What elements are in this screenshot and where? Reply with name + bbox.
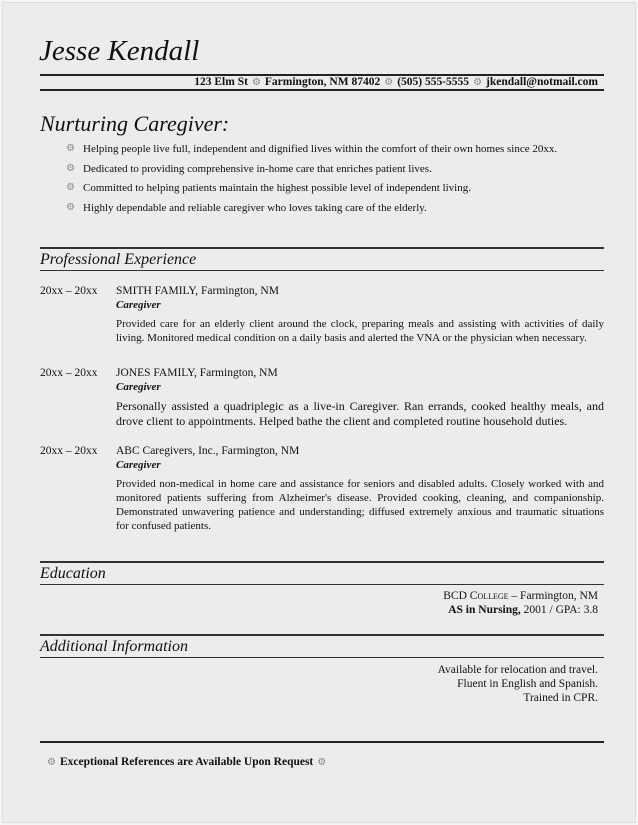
gear-icon: ⚙ <box>66 143 75 154</box>
education-details: BCD College – Farmington, NM AS in Nursing, 2001 / GPA: 3.8 <box>443 590 598 616</box>
city: Farmington, NM 87402 <box>264 76 381 88</box>
job-employer: SMITH FAMILY, Farmington, NM <box>116 285 279 297</box>
phone: (505) 555-5555 <box>397 76 470 88</box>
job-dates: 20xx – 20xx <box>40 285 98 297</box>
job-description: Provided care for an elderly client around the clock, preparing meals and assisting with activities of daily living. Monitored medical condition on a daily basis and alerted the VNA or the physician when necessary. <box>116 318 604 344</box>
section-rule <box>40 561 604 563</box>
list-item: ⚙ Highly dependable and reliable caregiver who loves taking care of the elderly. <box>66 202 557 222</box>
job-title: Caregiver <box>116 459 161 471</box>
resume-page <box>2 2 636 823</box>
candidate-name: Jesse Kendall <box>39 35 200 67</box>
contact-line <box>194 76 598 88</box>
list-item: Trained in CPR. <box>523 692 598 704</box>
gear-icon: ⚙ <box>251 77 261 88</box>
experience-heading: Professional Experience <box>40 251 197 268</box>
objective-list <box>66 143 557 221</box>
objective-title: Nurturing Caregiver: <box>40 111 230 136</box>
gear-icon: ⚙ <box>47 757 56 768</box>
education-heading: Education <box>40 565 106 582</box>
section-rule <box>40 657 604 658</box>
gear-icon: ⚙ <box>66 162 75 174</box>
job-description: Provided non-medical in home care and assistance for seniors and disabled adults. Closely worked with and monitored patients suffering from Alzheimer's disease. Provided cooking, cleaning, and companionship. Demonstrated unwavering patience and understanding; diffused extremely anxious and traumatic situations for confused patients. <box>116 478 604 532</box>
school-name: BCD College <box>443 590 509 602</box>
job-dates: 20xx – 20xx <box>40 367 98 379</box>
job-description: Personally assisted a quadriplegic as a live-in Caregiver. Ran errands, cooked healthy meals, and drove client to appointments. Helped bathe the client and completed routine household duties. <box>116 399 604 428</box>
additional-heading: Additional Information <box>40 638 188 655</box>
email[interactable]: jkendall@notmail.com <box>486 76 598 88</box>
footer-rule <box>40 741 604 743</box>
job-dates: 20xx – 20xx <box>40 445 98 457</box>
gear-icon: ⚙ <box>317 757 327 768</box>
job-entry <box>40 285 604 345</box>
list-item: Fluent in English and Spanish. <box>457 678 598 690</box>
job-entry <box>40 367 604 427</box>
gear-icon: ⚙ <box>473 77 483 88</box>
address: 123 Elm St <box>194 76 248 88</box>
gear-icon: ⚙ <box>384 77 394 88</box>
job-entry <box>40 445 604 535</box>
section-rule <box>40 584 604 585</box>
list-item: ⚙ Dedicated to providing comprehensive in-home care that enriches patient lives. <box>66 163 557 183</box>
job-title: Caregiver <box>116 381 161 393</box>
list-item: ⚙ Committed to helping patients maintain the highest possible level of independent living. <box>66 182 557 202</box>
job-employer: ABC Caregivers, Inc., Farmington, NM <box>116 445 300 457</box>
gear-icon: ⚙ <box>66 201 75 213</box>
section-rule <box>40 247 604 249</box>
degree: AS in Nursing, <box>448 604 521 616</box>
section-rule <box>40 270 604 271</box>
list-item: ⚙ Helping people live full, independent and dignified lives within the comfort of their own homes since 20xx. <box>66 143 557 163</box>
list-item: Available for relocation and travel. <box>437 664 598 676</box>
job-title: Caregiver <box>116 299 161 311</box>
gear-icon: ⚙ <box>66 182 75 193</box>
job-employer: JONES FAMILY, Farmington, NM <box>116 367 278 379</box>
references-note: ⚙ Exceptional References are Available Upon Request ⚙ <box>47 756 327 768</box>
section-rule <box>40 634 604 636</box>
header-rule-bottom <box>40 89 604 91</box>
additional-list <box>438 663 598 705</box>
